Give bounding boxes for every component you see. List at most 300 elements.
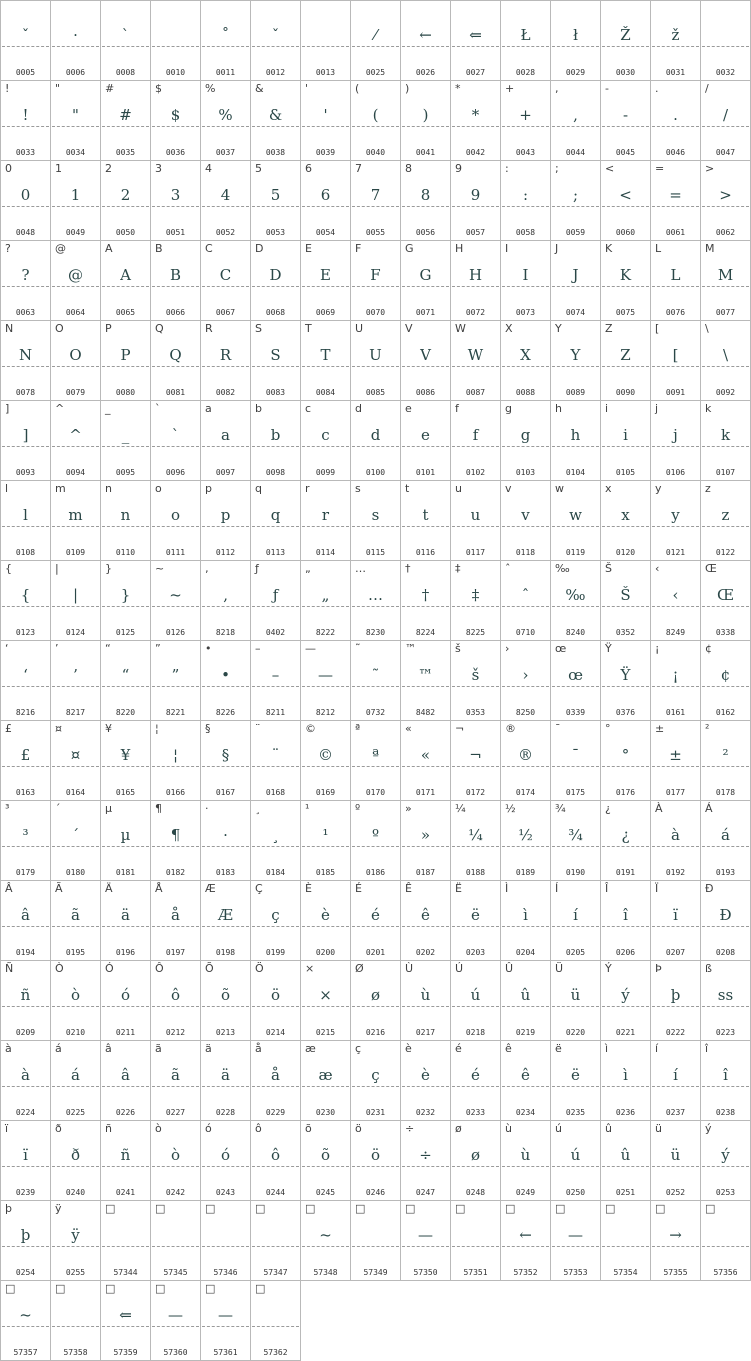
char-label: 6 <box>305 162 312 175</box>
baseline-divider <box>52 1086 99 1087</box>
glyph-sample: . <box>673 106 678 124</box>
glyph-sample: b <box>270 426 281 444</box>
glyph-cell <box>350 800 401 881</box>
char-label: = <box>655 162 665 175</box>
baseline-divider <box>302 846 349 847</box>
code-label: 0161 <box>665 708 686 717</box>
glyph-cell <box>500 240 551 321</box>
glyph-sample: L <box>670 266 681 284</box>
code-label: 0229 <box>265 1108 286 1117</box>
code-label: 0118 <box>515 548 536 557</box>
char-label: â <box>105 1042 112 1055</box>
code-label: 0037 <box>215 148 236 157</box>
baseline-divider <box>452 1246 499 1247</box>
baseline-divider <box>452 126 499 127</box>
baseline-divider <box>152 1006 199 1007</box>
glyph-sample: e <box>421 426 430 444</box>
code-label: 0036 <box>165 148 186 157</box>
glyph-sample: _ <box>121 426 130 444</box>
glyph-cell <box>600 800 651 881</box>
baseline-divider <box>652 366 699 367</box>
glyph-sample: ¸ <box>271 826 280 844</box>
baseline-divider <box>2 446 49 447</box>
baseline-divider <box>402 686 449 687</box>
char-label: + <box>505 82 515 95</box>
glyph-cell <box>400 960 451 1041</box>
glyph-sample: 1 <box>70 186 81 204</box>
code-label: 0112 <box>215 548 236 557</box>
glyph-cell <box>450 1040 501 1121</box>
glyph-cell <box>700 240 751 321</box>
glyph-cell <box>700 0 751 81</box>
char-label: ñ <box>105 1122 112 1135</box>
glyph-cell <box>450 880 501 961</box>
char-label: Œ <box>705 562 717 575</box>
glyph-cell <box>200 480 251 561</box>
code-label: 0180 <box>65 868 86 877</box>
code-label: 57355 <box>663 1268 688 1277</box>
glyph-sample: < <box>619 186 632 204</box>
char-label: w <box>555 482 564 495</box>
char-label: @ <box>55 242 66 255</box>
code-label: 57356 <box>713 1268 738 1277</box>
glyph-sample: ƒ <box>272 586 279 604</box>
baseline-divider <box>502 846 549 847</box>
baseline-divider <box>502 1166 549 1167</box>
baseline-divider <box>152 366 199 367</box>
code-label: 0013 <box>315 68 336 77</box>
glyph-cell <box>100 160 151 241</box>
glyph-cell <box>150 480 201 561</box>
baseline-divider <box>252 286 299 287</box>
baseline-divider <box>102 1166 149 1167</box>
baseline-divider <box>152 606 199 607</box>
glyph-cell <box>450 800 501 881</box>
glyph-sample: ~ <box>19 1306 32 1324</box>
baseline-divider <box>602 46 649 47</box>
code-label: 0167 <box>215 788 236 797</box>
baseline-divider <box>502 46 549 47</box>
code-label: 0039 <box>315 148 336 157</box>
char-label: ‰ <box>555 562 570 575</box>
glyph-cell <box>150 400 201 481</box>
baseline-divider <box>402 206 449 207</box>
glyph-sample: ‰ <box>565 586 586 604</box>
glyph-sample: ë <box>571 1066 580 1084</box>
baseline-divider <box>602 1006 649 1007</box>
baseline-divider <box>102 1086 149 1087</box>
code-label: 0098 <box>265 468 286 477</box>
char-label: ß <box>705 962 712 975</box>
code-label: 0243 <box>215 1188 236 1197</box>
glyph-cell <box>500 160 551 241</box>
code-label: 57352 <box>513 1268 538 1277</box>
code-label: 57362 <box>263 1348 288 1357</box>
glyph-sample: œ <box>568 666 583 684</box>
char-label: Ô <box>155 962 164 975</box>
baseline-divider <box>502 766 549 767</box>
code-label: 0062 <box>715 228 736 237</box>
char-label: \ <box>705 322 709 335</box>
code-label: 57347 <box>263 1268 288 1277</box>
code-label: 0079 <box>65 388 86 397</box>
glyph-cell <box>400 160 451 241</box>
glyph-cell <box>50 800 101 881</box>
char-label: M <box>705 242 715 255</box>
char-label: : <box>505 162 509 175</box>
baseline-divider <box>402 1166 449 1167</box>
glyph-cell <box>700 560 751 641</box>
glyph-cell <box>400 480 451 561</box>
glyph-cell <box>100 960 151 1041</box>
baseline-divider <box>352 126 399 127</box>
baseline-divider <box>2 526 49 527</box>
code-label: 0082 <box>215 388 236 397</box>
code-label: 0064 <box>65 308 86 317</box>
code-label: 0124 <box>65 628 86 637</box>
char-label: d <box>355 402 362 415</box>
char-label: P <box>105 322 112 335</box>
char-label: Ä <box>105 882 113 895</box>
char-label: — <box>305 642 316 655</box>
code-label: 0053 <box>265 228 286 237</box>
glyph-cell <box>350 720 401 801</box>
glyph-sample: , <box>573 106 578 124</box>
glyph-sample: ë <box>471 906 480 924</box>
glyph-sample: ù <box>520 1146 531 1164</box>
baseline-divider <box>102 686 149 687</box>
code-label: 0255 <box>65 1268 86 1277</box>
baseline-divider <box>702 286 749 287</box>
char-label: N <box>5 322 14 335</box>
baseline-divider <box>702 46 749 47</box>
glyph-sample: ì <box>523 906 528 924</box>
baseline-divider <box>2 846 49 847</box>
char-label: • <box>205 642 212 655</box>
char-label: 8 <box>405 162 412 175</box>
glyph-cell <box>50 0 101 81</box>
char-label: Ð <box>705 882 714 895</box>
char-label: … <box>355 562 366 575</box>
code-label: 0184 <box>265 868 286 877</box>
glyph-cell <box>300 480 351 561</box>
code-label: 0006 <box>65 68 86 77</box>
code-label: 0238 <box>715 1108 736 1117</box>
glyph-cell <box>0 560 51 641</box>
code-label: 8250 <box>515 708 536 717</box>
baseline-divider <box>602 206 649 207</box>
glyph-sample: ˇ <box>21 26 30 44</box>
glyph-sample: ← <box>419 26 432 44</box>
glyph-sample: ø <box>470 1146 481 1164</box>
char-label: · <box>205 802 209 815</box>
baseline-divider <box>252 46 299 47</box>
baseline-divider <box>302 126 349 127</box>
glyph-sample: - <box>622 106 629 124</box>
glyph-cell <box>150 560 201 641</box>
baseline-divider <box>52 446 99 447</box>
char-label: F <box>355 242 362 255</box>
baseline-divider <box>702 846 749 847</box>
char-label: * <box>455 82 461 95</box>
char-label: ÿ <box>55 1202 62 1215</box>
glyph-cell <box>0 1280 51 1361</box>
char-label: | <box>55 562 59 575</box>
char-label: ¿ <box>605 802 611 815</box>
char-label: ) <box>405 82 410 95</box>
glyph-sample: ö <box>370 1146 381 1164</box>
baseline-divider <box>252 1326 299 1327</box>
code-label: 0116 <box>415 548 436 557</box>
code-label: 0192 <box>665 868 686 877</box>
baseline-divider <box>202 126 249 127</box>
glyph-sample: { <box>20 586 31 604</box>
char-label: Q <box>155 322 164 335</box>
glyph-cell <box>700 960 751 1041</box>
code-label: 0092 <box>715 388 736 397</box>
code-label: 0085 <box>365 388 386 397</box>
glyph-sample: ‚ <box>223 586 228 604</box>
char-label: [ <box>655 322 660 335</box>
glyph-sample: › <box>522 666 529 684</box>
glyph-sample: ø <box>370 986 381 1004</box>
baseline-divider <box>352 366 399 367</box>
baseline-divider <box>652 926 699 927</box>
glyph-cell <box>600 320 651 401</box>
glyph-sample: Q <box>169 346 182 364</box>
char-label: ô <box>255 1122 262 1135</box>
glyph-cell <box>500 80 551 161</box>
glyph-cell <box>500 960 551 1041</box>
glyph-cell <box>650 720 701 801</box>
glyph-cell <box>0 1120 51 1201</box>
glyph-sample: “ <box>121 666 130 684</box>
code-label: 0188 <box>465 868 486 877</box>
char-label: □ <box>355 1202 366 1215</box>
glyph-cell <box>550 1120 601 1201</box>
baseline-divider <box>502 1246 549 1247</box>
baseline-divider <box>2 206 49 207</box>
code-label: 57349 <box>363 1268 388 1277</box>
char-label: ƒ <box>255 562 259 575</box>
char-label: ; <box>555 162 559 175</box>
char-label: } <box>105 562 112 575</box>
char-label: Õ <box>205 962 214 975</box>
code-label: 57359 <box>113 1348 138 1357</box>
char-label: ™ <box>405 642 416 655</box>
glyph-sample: A <box>120 266 131 284</box>
glyph-sample: O <box>69 346 82 364</box>
glyph-sample: ¥ <box>120 746 131 764</box>
baseline-divider <box>302 46 349 47</box>
glyph-cell <box>450 80 501 161</box>
baseline-divider <box>102 926 149 927</box>
glyph-cell <box>700 720 751 801</box>
code-label: 0033 <box>15 148 36 157</box>
baseline-divider <box>552 686 599 687</box>
glyph-sample: á <box>71 1066 80 1084</box>
code-label: 8222 <box>315 628 336 637</box>
glyph-sample: å <box>271 1066 280 1084</box>
baseline-divider <box>352 1006 399 1007</box>
glyph-sample: ˆ <box>521 586 530 604</box>
code-label: 0162 <box>715 708 736 717</box>
baseline-divider <box>602 446 649 447</box>
baseline-divider <box>452 286 499 287</box>
glyph-sample: — <box>418 1226 433 1244</box>
code-label: 0250 <box>565 1188 586 1197</box>
char-label: V <box>405 322 413 335</box>
char-label: b <box>255 402 262 415</box>
glyph-cell <box>300 720 351 801</box>
glyph-cell <box>50 160 101 241</box>
baseline-divider <box>402 446 449 447</box>
baseline-divider <box>102 846 149 847</box>
glyph-cell <box>200 560 251 641</box>
glyph-sample: ⁄ <box>374 26 377 44</box>
glyph-sample: ÿ <box>71 1226 80 1244</box>
code-label: 0101 <box>415 468 436 477</box>
glyph-sample: û <box>520 986 531 1004</box>
glyph-sample: U <box>369 346 382 364</box>
glyph-sample <box>151 23 200 47</box>
char-label: ! <box>5 82 10 95</box>
baseline-divider <box>52 846 99 847</box>
glyph-sample: ñ <box>20 986 31 1004</box>
glyph-cell <box>650 160 701 241</box>
code-label: 0183 <box>215 868 236 877</box>
char-label: Î <box>605 882 609 895</box>
baseline-divider <box>552 286 599 287</box>
baseline-divider <box>652 1246 699 1247</box>
char-label: C <box>205 242 213 255</box>
code-label: 0240 <box>65 1188 86 1197</box>
baseline-divider <box>2 766 49 767</box>
glyph-sample: ™ <box>418 666 433 684</box>
glyph-cell <box>700 1120 751 1201</box>
char-label: Þ <box>655 962 662 975</box>
code-label: 0075 <box>615 308 636 317</box>
glyph-cell <box>250 800 301 881</box>
char-label: Ò <box>55 962 64 975</box>
glyph-cell <box>400 800 451 881</box>
code-label: 0245 <box>315 1188 336 1197</box>
code-label: 0182 <box>165 868 186 877</box>
code-label: 0202 <box>415 948 436 957</box>
glyph-sample: ‹ <box>672 586 679 604</box>
code-label: 0066 <box>165 308 186 317</box>
code-label: 0069 <box>315 308 336 317</box>
glyph-cell <box>100 240 151 321</box>
baseline-divider <box>452 846 499 847</box>
glyph-sample: w <box>569 506 582 524</box>
char-label: ® <box>505 722 516 735</box>
code-label: 0068 <box>265 308 286 317</box>
baseline-divider <box>352 766 399 767</box>
char-label: ¬ <box>455 722 465 735</box>
code-label: 0008 <box>115 68 136 77</box>
glyph-sample: H <box>468 266 483 284</box>
code-label: 0077 <box>715 308 736 317</box>
glyph-cell <box>550 320 601 401</box>
code-label: 0201 <box>365 948 386 957</box>
baseline-divider <box>202 1166 249 1167</box>
glyph-cell <box>50 1280 101 1361</box>
baseline-divider <box>552 446 599 447</box>
code-label: 0196 <box>115 948 136 957</box>
glyph-cell <box>650 240 701 321</box>
code-label: 0178 <box>715 788 736 797</box>
code-label: 8221 <box>165 708 186 717</box>
baseline-divider <box>52 926 99 927</box>
glyph-cell <box>500 400 551 481</box>
baseline-divider <box>652 286 699 287</box>
code-label: 0093 <box>15 468 36 477</box>
char-label: Ö <box>255 962 264 975</box>
char-label: , <box>555 82 559 95</box>
char-label: O <box>55 322 64 335</box>
baseline-divider <box>102 1246 149 1247</box>
glyph-sample: î <box>623 906 628 924</box>
glyph-sample: í <box>573 906 578 924</box>
glyph-cell <box>400 320 451 401</box>
baseline-divider <box>402 1086 449 1087</box>
char-label: ò <box>155 1122 162 1135</box>
baseline-divider <box>2 366 49 367</box>
glyph-sample: ¹ <box>322 826 329 844</box>
char-label: □ <box>255 1282 266 1295</box>
glyph-sample <box>701 23 750 47</box>
baseline-divider <box>202 206 249 207</box>
baseline-divider <box>252 446 299 447</box>
glyph-cell <box>200 1120 251 1201</box>
glyph-sample: k <box>720 426 731 444</box>
glyph-sample: / <box>722 106 729 124</box>
glyph-sample: i <box>623 426 628 444</box>
glyph-cell <box>50 80 101 161</box>
baseline-divider <box>602 766 649 767</box>
glyph-cell <box>550 480 601 561</box>
baseline-divider <box>452 1006 499 1007</box>
code-label: 0060 <box>615 228 636 237</box>
code-label: 0203 <box>465 948 486 957</box>
glyph-sample: ] <box>22 426 29 444</box>
baseline-divider <box>652 766 699 767</box>
glyph-sample: I <box>522 266 529 284</box>
char-label: ç <box>355 1042 362 1055</box>
baseline-divider <box>502 286 549 287</box>
code-label: 0026 <box>415 68 436 77</box>
glyph-sample: ð <box>70 1146 81 1164</box>
baseline-divider <box>252 1246 299 1247</box>
glyph-cell <box>350 0 401 81</box>
glyph-cell <box>500 640 551 721</box>
char-label: I <box>505 242 509 255</box>
code-label: 0035 <box>115 148 136 157</box>
baseline-divider <box>552 926 599 927</box>
glyph-sample: @ <box>68 266 83 284</box>
glyph-cell <box>400 1120 451 1201</box>
glyph-cell <box>250 320 301 401</box>
glyph-sample: f <box>472 426 479 444</box>
code-label: 0099 <box>315 468 336 477</box>
baseline-divider <box>152 46 199 47</box>
baseline-divider <box>702 446 749 447</box>
glyph-sample: ^ <box>69 426 82 444</box>
char-label: # <box>105 82 115 95</box>
char-label: ¯ <box>555 722 561 735</box>
code-label: 8482 <box>415 708 436 717</box>
